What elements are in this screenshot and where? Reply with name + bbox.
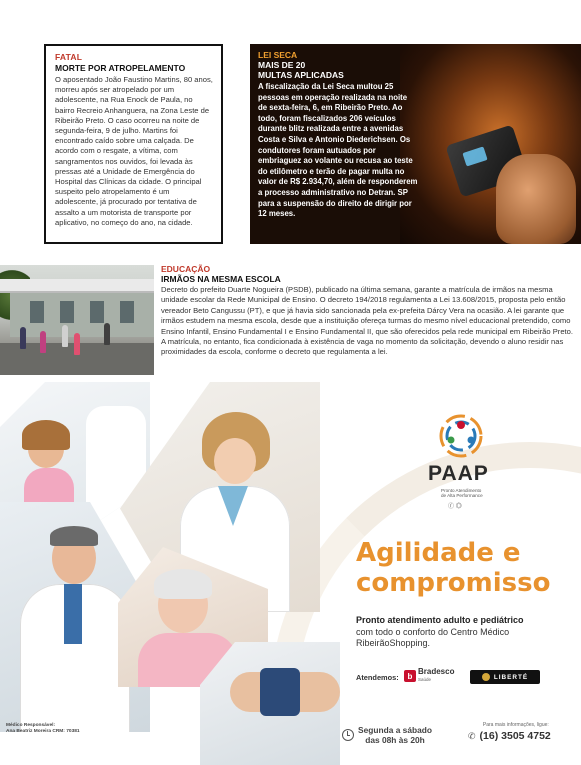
school-window — [30, 301, 44, 323]
paap-brand-sub-line-1: Pronto Atendimento — [441, 488, 482, 493]
school-photo — [0, 265, 154, 375]
lei-seca-headline-1: MAIS DE 20 — [258, 60, 306, 70]
school-window — [60, 301, 74, 323]
bradesco-icon: b — [404, 670, 416, 682]
phone-icon: ✆ — [468, 730, 476, 741]
liberte-icon — [482, 673, 490, 681]
educacao-headline: IRMÃOS NA MESMA ESCOLA — [161, 274, 281, 284]
ad-subtext-line-1: com todo o conforto do Centro Médico — [356, 626, 510, 637]
ad-headline-line-1: Agilidade e — [356, 538, 521, 568]
fatal-headline: MORTE POR ATROPELAMENTO — [55, 63, 186, 73]
educacao-tag: EDUCAÇÃO — [161, 264, 211, 274]
liberte-name: LIBERTÉ — [493, 673, 529, 681]
person-figure — [40, 331, 46, 353]
clock-icon — [342, 729, 354, 741]
school-roof — [0, 279, 154, 293]
ad-headline-line-2: compromisso — [356, 568, 551, 598]
fatal-tag: FATAL — [55, 52, 83, 62]
ad-subtext-strong: Pronto atendimento adulto e pediátrico — [356, 615, 524, 625]
paap-brand-sub-line-2: de Alta Performance — [441, 493, 483, 499]
atendemos-label: Atendemos: — [356, 673, 399, 682]
child-hair — [22, 420, 70, 450]
school-window — [120, 301, 134, 323]
phone-number[interactable]: (16) 3505 4752 — [479, 730, 551, 742]
breathalyzer-photo — [400, 44, 581, 244]
paap-advertisement — [0, 382, 581, 765]
ad-headline — [356, 538, 576, 598]
male-doctor-tie — [64, 584, 82, 644]
male-doctor-hair — [50, 526, 98, 546]
lei-seca-body: A fiscalização da Lei Seca multou 25 pessoas em operação realizada na noite de sexta-feira, 6, em Ribeirão Preto. Ao todo, foram fiscalizados 206 veículos durante blitz realizada entre a avenidas Costa e Silva e Antonio Diederichsen. Os condutores foram autuados por embriaguez ao volante ou recusa ao teste do etilômetro e terão de pagar multa no valor de R$ 2.934,70, além de responderem a processo administrativo no Detran. SP para a suspensão do direito de dirigir por 12 meses. — [258, 82, 418, 219]
resp-line-1: Médico Responsável: — [6, 723, 56, 728]
elderly-hair — [154, 569, 212, 599]
paap-brand-sub — [441, 488, 483, 499]
school-window — [90, 301, 104, 323]
fatal-news-box — [44, 44, 223, 244]
hours-line-2: das 08h às 20h — [365, 735, 425, 745]
lei-seca-tag: LEI SECA — [258, 50, 298, 60]
lei-seca-news-box — [250, 44, 581, 244]
contact-label: Para mais informações, ligue: — [482, 722, 549, 728]
doctor-face — [214, 438, 256, 484]
educacao-body: Decreto do prefeito Duarte Nogueira (PSDB), publicado na última semana, garante a matrícula de irmãos na mesma unidade escolar da Rede Municipal de Ensino. O decreto 194/2018 regulamenta a Lei 13.608/2015, proposta pelo então vereador Beto Cangussu (PT), e que já havia sido sancionada pela ex-prefeita Dárcy Vera na ocasião. A lei garante que irmãos estudem na mesma escola, desde que a instituição ofereça turmas do mesmo nível educacional pretendido, como Ensino Infantil, Ensino Fundamental I e Ensino Fundamental II, que são oferecidos pela rede municipal em Ribeirão Preto. A matrícula, no entanto, fica condicionada à existência de vaga no momento da solicitação, devendo o aluno residir nas proximidades da escola, conforme o decreto que regulamenta a lei. — [161, 285, 573, 357]
bradesco-sub: Saúde — [418, 677, 432, 682]
photo-tile-blood-pressure — [200, 642, 340, 765]
paap-logo — [428, 412, 498, 512]
educacao-news — [161, 264, 576, 358]
bradesco-name: Bradesco — [418, 667, 455, 676]
instagram-icon: ◎ — [455, 504, 462, 510]
paap-brand: PAAP — [428, 462, 489, 485]
person-figure — [74, 333, 80, 355]
bp-cuff — [260, 668, 300, 716]
person-figure — [104, 323, 110, 345]
hours-line-1: Segunda a sábado — [358, 725, 432, 735]
resp-line-2: Ana Beatriz Moreira CRM: 70381 — [6, 729, 80, 735]
contact-info — [468, 722, 551, 742]
facebook-icon: ⓕ — [448, 504, 455, 510]
medical-responsible — [6, 723, 80, 736]
lei-seca-headline-2: MULTAS APLICADAS — [258, 70, 344, 80]
liberte-logo — [470, 670, 540, 684]
ad-subtext — [356, 615, 576, 650]
opening-hours — [342, 725, 432, 745]
social-icons — [448, 501, 462, 510]
ad-subtext-line-2: RibeirãoShopping. — [356, 638, 431, 649]
person-figure — [20, 327, 26, 349]
bradesco-saude-logo — [404, 668, 454, 684]
fatal-body: O aposentado João Faustino Martins, 80 anos, morreu após ser atropelado por um adolescente, na Rua Enock de Paula, no bairro Recreio Anhanguera, na Zona Leste de Ribeirão Preto. O caso ocorreu na noite de segunda-feira, 9 de julho. Martins foi encontrado caído sobre uma calçada. De acordo com o resgate, a vítima, com sangramentos nos ouvidos, foi levada às pressas até a Unidade de Emergência do Hospital das Clínicas da cidade. O principal suspeito pelo atropelamento é um adolescente, já procurado por tentativa de assalto a um motorista de transporte por aplicativo, no começo do ano, na cidade. — [55, 75, 213, 227]
person-figure — [62, 325, 68, 347]
hand-shape — [496, 154, 576, 244]
paap-logo-icon — [436, 412, 486, 460]
